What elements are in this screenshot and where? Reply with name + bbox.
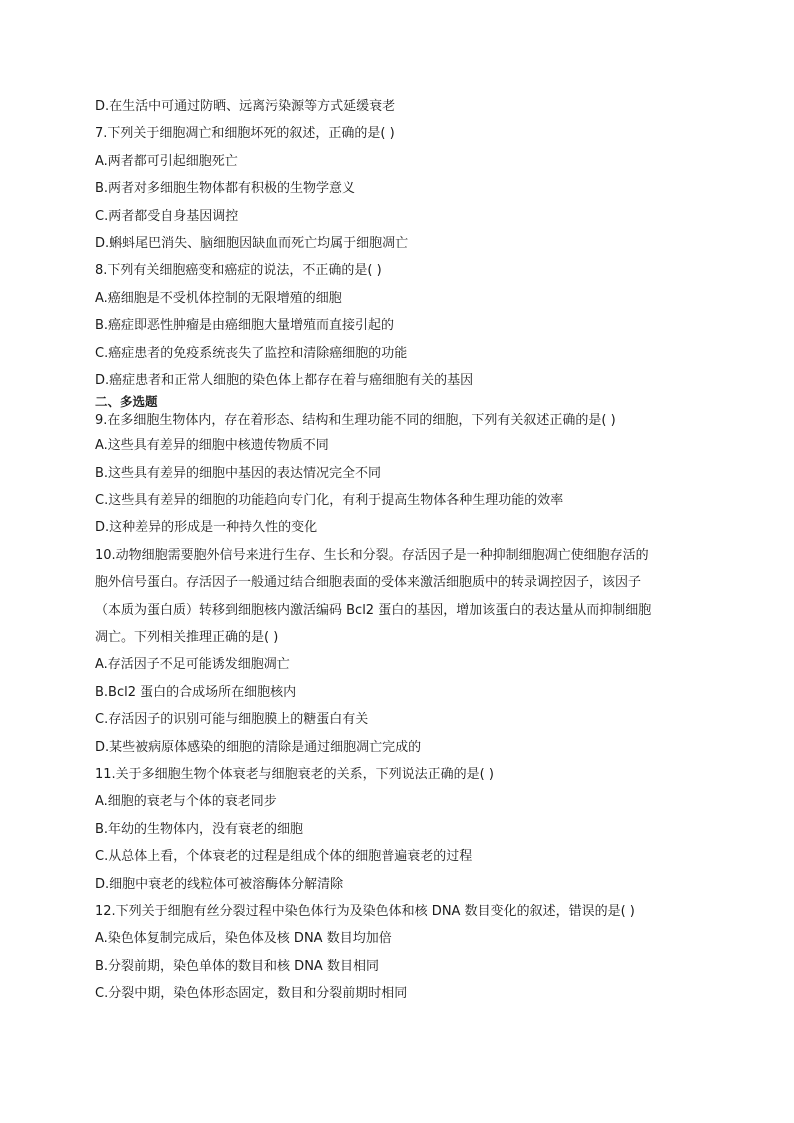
question-10-option-d: D.某些被病原体感染的细胞的清除是通过细胞凋亡完成的 xyxy=(95,739,422,755)
question-10-stem-line-4: 凋亡。下列相关推理正确的是( ) xyxy=(95,630,279,646)
question-10-option-b: B.Bcl2 蛋白的合成场所在细胞核内 xyxy=(95,684,297,700)
question-11-option-c: C.从总体上看，个体衰老的过程是组成个体的细胞普遍衰老的过程 xyxy=(95,849,473,865)
question-11-option-b: B.年幼的生物体内，没有衰老的细胞 xyxy=(95,821,304,837)
page-content xyxy=(95,93,710,1008)
question-12-option-c: C.分裂中期，染色体形态固定，数目和分裂前期时相同 xyxy=(95,986,408,1002)
question-7-option-a: A.两者都可引起细胞死亡 xyxy=(95,153,238,169)
question-9-option-c: C.这些具有差异的细胞的功能趋向专门化，有利于提高生物体各种生理功能的效率 xyxy=(95,493,564,509)
question-7-option-c: C.两者都受自身基因调控 xyxy=(95,208,239,224)
question-11-option-d: D.细胞中衰老的线粒体可被溶酶体分解清除 xyxy=(95,876,344,892)
question-9-stem: 9.在多细胞生物体内，存在着形态、结构和生理功能不同的细胞，下列有关叙述正确的是( ) xyxy=(95,413,616,429)
question-7-stem: 7.下列关于细胞凋亡和细胞坏死的叙述，正确的是( ) xyxy=(95,126,395,142)
question-8-option-b: B.癌症即恶性肿瘤是由癌细胞大量增殖而直接引起的 xyxy=(95,318,395,334)
question-10-option-a: A.存活因子不足可能诱发细胞凋亡 xyxy=(95,657,290,673)
question-11-option-a: A.细胞的衰老与个体的衰老同步 xyxy=(95,794,277,810)
question-9-option-a: A.这些具有差异的细胞中核遗传物质不同 xyxy=(95,438,329,454)
question-12-option-b: B.分裂前期，染色单体的数目和核 DNA 数目相同 xyxy=(95,958,379,974)
question-7-option-b: B.两者对多细胞生物体都有积极的生物学意义 xyxy=(95,181,356,197)
question-7-option-d: D.蝌蚪尾巴消失、脑细胞因缺血而死亡均属于细胞凋亡 xyxy=(95,235,409,251)
question-8-option-d: D.癌症患者和正常人细胞的染色体上都存在着与癌细胞有关的基因 xyxy=(95,372,474,388)
question-10-stem-line-2: 胞外信号蛋白。存活因子一般通过结合细胞表面的受体来激活细胞质中的转录调控因子，该因子 xyxy=(95,575,642,591)
question-10-option-c: C.存活因子的识别可能与细胞膜上的糖蛋白有关 xyxy=(95,712,369,728)
question-8-option-c: C.癌症患者的免疫系统丧失了监控和清除癌细胞的功能 xyxy=(95,345,408,361)
question-8-stem: 8.下列有关细胞癌变和癌症的说法，不正确的是( ) xyxy=(95,263,382,279)
question-8-option-a: A.癌细胞是不受机体控制的无限增殖的细胞 xyxy=(95,290,342,306)
question-10-stem-line-1: 10.动物细胞需要胞外信号来进行生存、生长和分裂。存活因子是一种抑制细胞凋亡使细胞存活的 xyxy=(95,547,649,563)
question-12-option-a: A.染色体复制完成后，染色体及核 DNA 数目均加倍 xyxy=(95,931,392,947)
question-6-option-d: D.在生活中可通过防晒、远离污染源等方式延缓衰老 xyxy=(95,99,396,114)
section-heading-multiple-choice: 二、多选题 xyxy=(95,394,158,410)
question-12-stem: 12.下列关于细胞有丝分裂过程中染色体行为及染色体和核 DNA 数目变化的叙述，错误的是( ) xyxy=(95,903,635,919)
question-9-option-b: B.这些具有差异的细胞中基因的表达情况完全不同 xyxy=(95,465,382,481)
question-11-stem: 11.关于多细胞生物个体衰老与细胞衰老的关系，下列说法正确的是( ) xyxy=(95,766,494,782)
question-9-option-d: D.这种差异的形成是一种持久性的变化 xyxy=(95,520,318,536)
question-10-stem-line-3: （本质为蛋白质）转移到细胞核内激活编码 Bcl2 蛋白的基因，增加该蛋白的表达量从而抑制细胞 xyxy=(95,602,652,618)
